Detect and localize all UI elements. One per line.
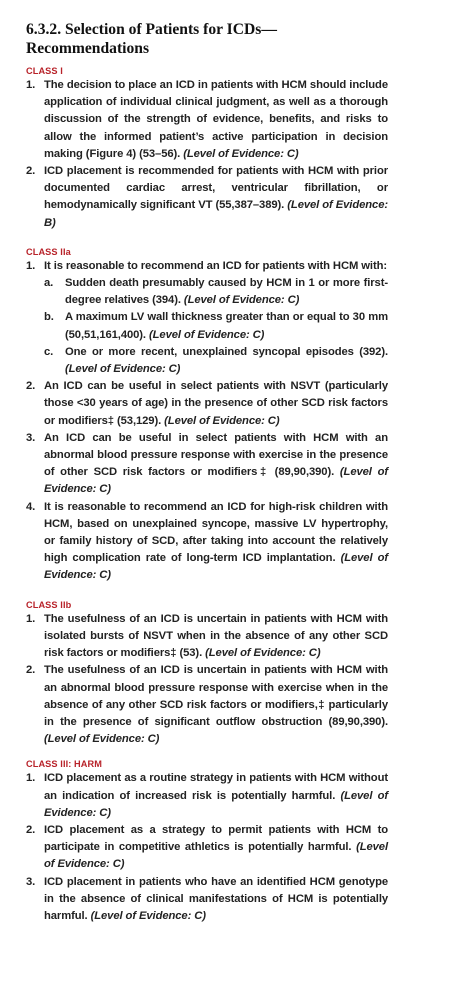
recommendations-page [26, 20, 388, 925]
level-of-evidence: (Level of Evidence: C) [44, 466, 389, 496]
class-iib-section [26, 599, 388, 749]
level-of-evidence: (Level of Evidence: C) [44, 789, 389, 819]
class-label: CLASS III: HARM [26, 759, 103, 770]
recommendation-item [26, 611, 388, 663]
sub-recommendation-block [26, 275, 388, 378]
recommendation-list [26, 770, 388, 925]
sub-recommendation-item [44, 275, 388, 309]
recommendation-text: It is reasonable to recommend an ICD for patients with HCM with: [44, 259, 388, 272]
level-of-evidence: (Level of Evidence: C) [183, 147, 299, 160]
class-iii-harm-section [26, 758, 388, 925]
recommendation-item [26, 770, 388, 822]
item-letter: a. [44, 277, 54, 290]
item-number: 1. [26, 79, 36, 91]
recommendation-item [26, 77, 388, 163]
recommendation-item [26, 258, 388, 275]
item-number: 4. [26, 500, 36, 513]
item-number: 1. [26, 612, 36, 625]
level-of-evidence: (Level of Evidence: C) [44, 841, 388, 871]
class-i-section [26, 65, 388, 232]
level-of-evidence: (Level of Evidence: C) [44, 552, 389, 582]
recommendation-text: An ICD can be useful in select patients with NSVT (particularly those <30 years of age) in the presence of other SCD risk factors or modifiers‡ (53,129). [44, 380, 388, 427]
recommendation-item [26, 499, 388, 585]
recommendation-text: Sudden death presumably caused by HCM in 1 or more first-degree relatives (394). [65, 277, 388, 307]
recommendation-list [26, 77, 388, 232]
class-label: CLASS IIa [26, 246, 71, 257]
recommendation-text: The usefulness of an ICD is uncertain in patients with HCM with isolated bursts of NSVT when in the absence of any other SCD risk factors or modifiers‡ (53). [44, 612, 388, 660]
recommendation-list [26, 258, 388, 585]
item-number: 3. [26, 431, 36, 444]
recommendation-text: ICD placement as a routine strategy in patients with HCM without an indication of increased risk is potentially harmful. [44, 772, 388, 802]
class-iia-section [26, 246, 388, 585]
recommendation-item [26, 378, 388, 430]
level-of-evidence: (Level of Evidence: C) [149, 328, 265, 341]
recommendation-item [26, 163, 388, 232]
item-number: 3. [26, 875, 36, 888]
level-of-evidence: (Level of Evidence: C) [205, 647, 321, 660]
recommendation-item [26, 662, 388, 748]
item-number: 2. [26, 380, 36, 393]
recommendation-text: It is reasonable to recommend an ICD for high-risk children with HCM, based on unexplained syncope, massive LV hypertrophy, or family history of SCD, after taking into account the relatively high complication rate of long-term ICD implantation. [44, 500, 388, 565]
level-of-evidence: (Level of Evidence: C) [183, 294, 300, 307]
recommendation-list [26, 611, 388, 749]
recommendation-text: ICD placement as a strategy to permit patients with HCM to participate in competitive athletics is potentially harmful. [44, 823, 388, 854]
recommendation-text: The decision to place an ICD in patients with HCM should include application of individual clinical judgment, as well as a thorough discussion of the strength of evidence, benefits, and risks to allow the informed patient’s active participation in decision making (Figure 4) (53–56). [44, 79, 388, 160]
recommendation-text: ICD placement is recommended for patients with HCM with prior documented cardiac arrest, ventricular fibrillation, or hemodynamically significant VT (55,387–389). [44, 165, 388, 212]
level-of-evidence: (Level of Evidence: C) [65, 363, 181, 376]
recommendation-item [26, 822, 388, 874]
recommendation-item [26, 874, 388, 926]
level-of-evidence: (Level of Evidence: C) [44, 733, 160, 746]
recommendation-item [26, 430, 388, 499]
recommendation-text: A maximum LV wall thickness greater than or equal to 30 mm (50,51,161,400). [65, 311, 388, 341]
item-number: 2. [26, 165, 36, 178]
class-label: CLASS I [26, 66, 63, 76]
sub-recommendation-list [26, 275, 388, 378]
sub-recommendation-item [44, 309, 388, 343]
recommendation-text: An ICD can be useful in select patients with HCM with an abnormal blood pressure response with exercise in the presence of other SCD risk factors or modifiers‡ (89,90,390). [44, 431, 388, 479]
item-number: 2. [26, 823, 36, 836]
item-number: 1. [26, 259, 36, 272]
class-label: CLASS IIb [26, 599, 72, 610]
recommendation-text: ICD placement in patients who have an identified HCM genotype in the absence of clinical manifestations of HCM is potentially harmful. [44, 875, 388, 922]
item-number: 1. [26, 772, 36, 785]
item-number: 2. [26, 664, 36, 677]
recommendation-text: The usefulness of an ICD is uncertain in patients with HCM with an abnormal blood pressure response with exercise when in the absence of any other SCD risk factors or modifiers,‡ particularly in the presence of significant outflow obstruction (89,90,390). [44, 664, 388, 728]
section-heading: 6.3.2. Selection of Patients for ICDs—Recommendations [26, 21, 277, 57]
level-of-evidence: (Level of Evidence: B) [44, 199, 388, 229]
level-of-evidence: (Level of Evidence: C) [90, 909, 206, 922]
level-of-evidence: (Level of Evidence: C) [164, 414, 280, 427]
sub-recommendation-item [44, 344, 388, 378]
item-letter: c. [44, 345, 54, 358]
recommendation-text: One or more recent, unexplained syncopal episodes (392). [65, 345, 388, 358]
item-letter: b. [44, 311, 54, 324]
